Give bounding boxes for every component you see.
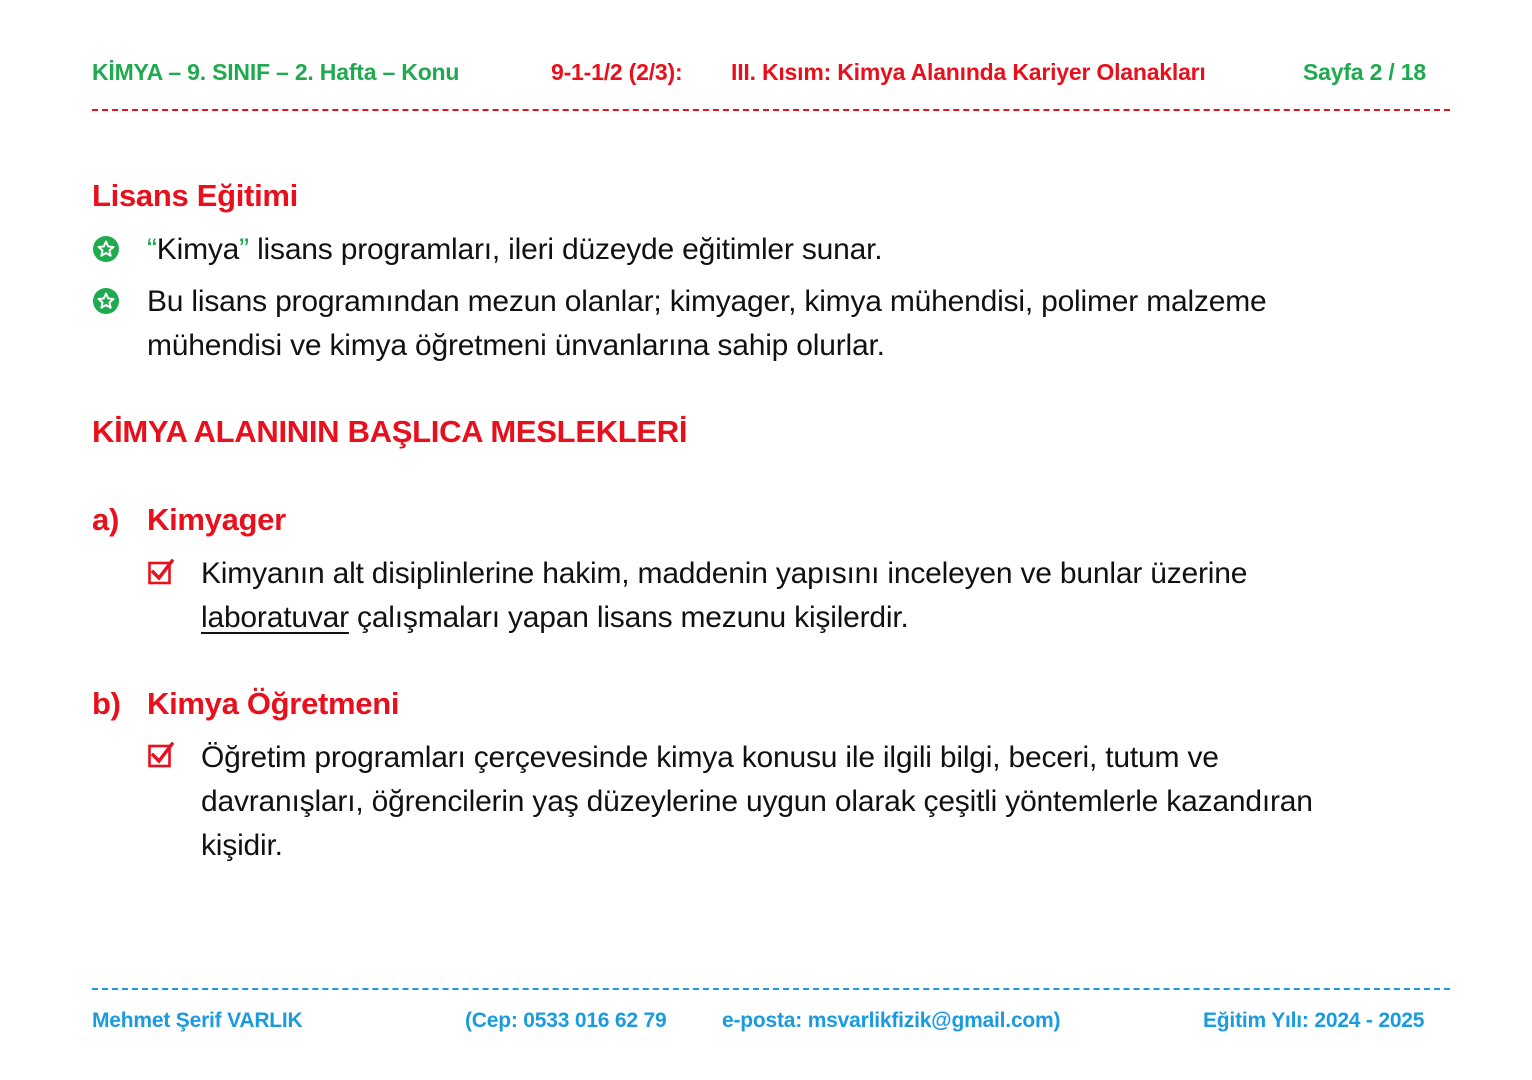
footer-phone: (Cep: 0533 016 62 79 <box>465 1009 667 1032</box>
kimyager-line1: Kimyanın alt disiplinlerine hakim, maddenin yapısını inceleyen ve bunlar üzerine <box>201 557 1248 590</box>
profession-letter-b: b) <box>92 686 121 721</box>
quoted-word: Kimya <box>156 233 240 266</box>
header-title: III. Kısım: Kimya Alanında Kariyer Olanakları <box>731 59 1206 85</box>
star-circle-icon <box>93 236 119 262</box>
ogretmen-line1: Öğretim programları çerçevesinde kimya konusu ile ilgili bilgi, beceri, tutum ve <box>201 741 1219 774</box>
header-course-label: KİMYA – 9. SINIF – 2. Hafta – Konu <box>92 59 460 85</box>
profession-letter-a: a) <box>92 502 119 537</box>
lisans-item-2-line1: Bu lisans programından mezun olanlar; kimyager, kimya mühendisi, polimer malzeme <box>147 285 1267 318</box>
underlined-word: laboratuvar <box>201 601 349 634</box>
lisans-item-2-line2: mühendisi ve kimya öğretmeni ünvanlarına sahip olurlar. <box>147 329 885 362</box>
ogretmen-line3: kişidir. <box>201 829 283 862</box>
lisans-item-1 <box>147 228 882 272</box>
section-heading-meslekler: KİMYA ALANININ BAŞLICA MESLEKLERİ <box>92 414 688 449</box>
footer-email: e-posta: msvarlikfizik@gmail.com) <box>722 1009 1061 1032</box>
kimyager-line2 <box>201 596 909 640</box>
footer-author: Mehmet Şerif VARLIK <box>92 1009 303 1032</box>
profession-title-kimyager: Kimyager <box>147 502 286 537</box>
lisans-item-1-text: lisans programları, ileri düzeyde eğitimler sunar. <box>248 233 883 266</box>
profession-title-ogretmen: Kimya Öğretmeni <box>147 686 400 721</box>
kimyager-line2-rest: çalışmaları yapan lisans mezunu kişilerdir. <box>348 601 909 634</box>
checkbox-checked-icon <box>148 559 174 585</box>
footer-divider <box>92 988 1450 990</box>
footer-year: Eğitim Yılı: 2024 - 2025 <box>1203 1009 1425 1032</box>
ogretmen-line2: davranışları, öğrencilerin yaş düzeylerine uygun olarak çeşitli yöntemlerle kazandıran <box>201 785 1313 818</box>
header-code: 9-1-1/2 (2/3): <box>551 59 683 85</box>
header-divider <box>92 109 1450 111</box>
star-circle-icon <box>93 288 119 314</box>
quote-close: ” <box>239 233 249 266</box>
checkbox-checked-icon <box>148 742 174 768</box>
section-heading-lisans: Lisans Eğitimi <box>92 178 298 213</box>
header-page-number: Sayfa 2 / 18 <box>1303 59 1426 85</box>
quote-open: “ <box>147 233 157 266</box>
